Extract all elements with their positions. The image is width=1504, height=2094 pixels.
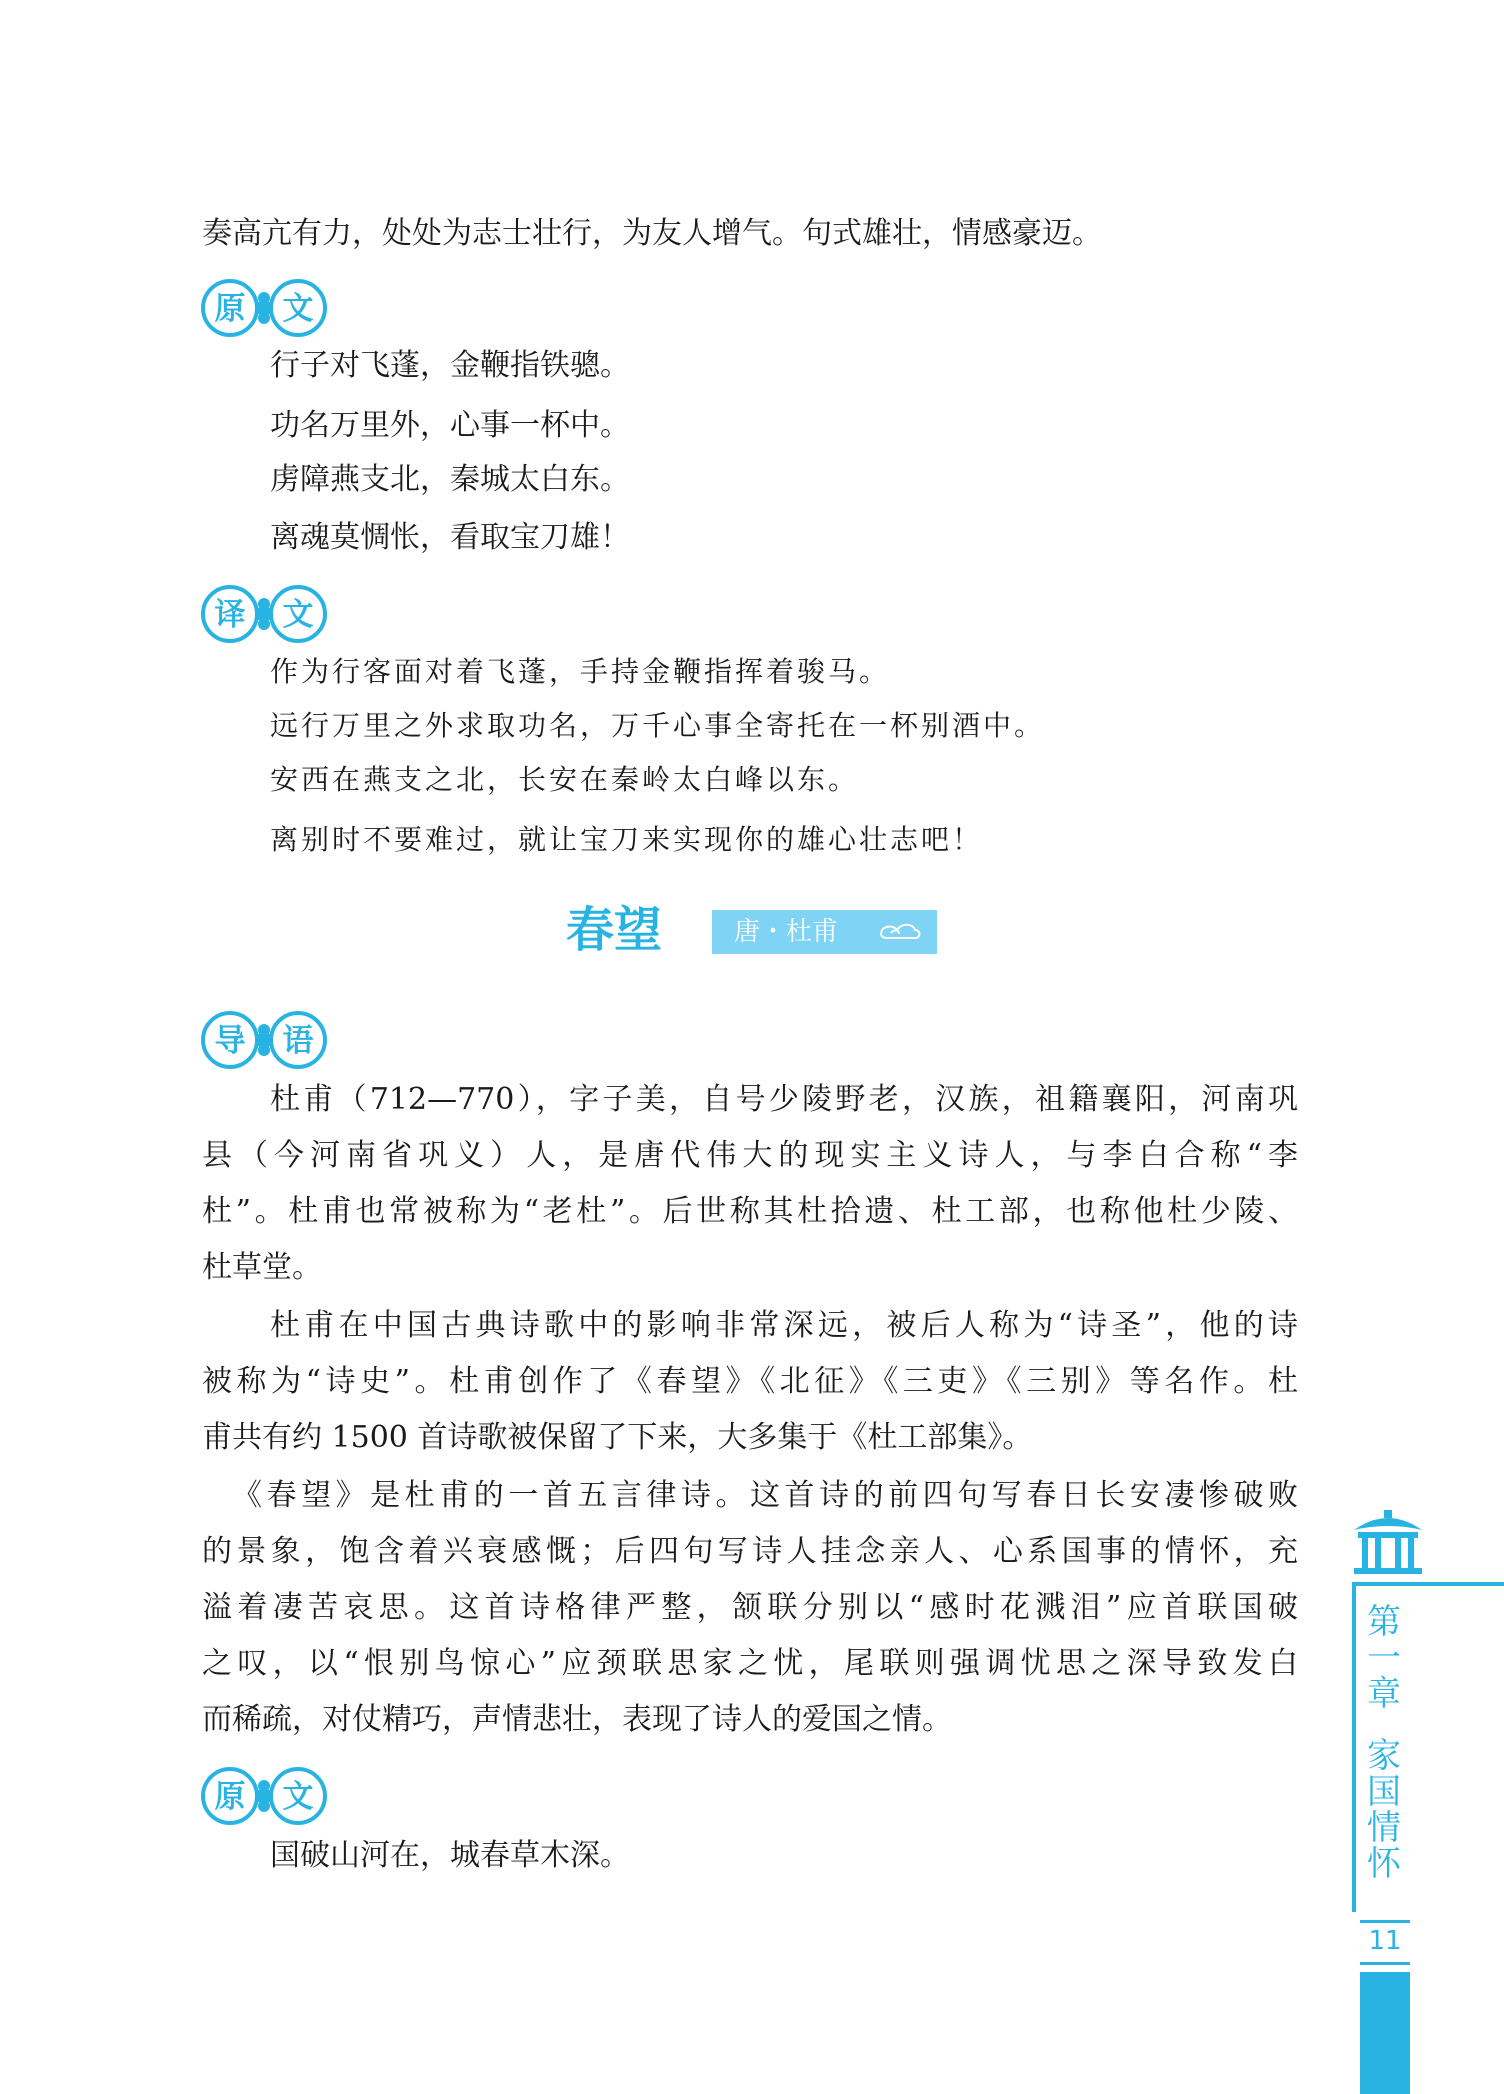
theme-char: 情 [1367, 1808, 1401, 1848]
badge-char: 文 [282, 291, 314, 327]
translation-line: 离别时不要难过，就让宝刀来实现你的雄心壮志吧！ [270, 823, 984, 856]
badge-char: 语 [282, 1023, 314, 1059]
sidebar-rule [1352, 1582, 1504, 1586]
chapter-char: 第 [1367, 1602, 1401, 1642]
theme-char: 家 [1367, 1736, 1401, 1776]
original-text-badge [200, 1766, 328, 1826]
chapter-char: 章 [1367, 1674, 1401, 1714]
guide-line: 杜草堂。 [202, 1250, 322, 1285]
guide-line: 被称为“诗史”。杜甫创作了《春望》《北征》《三吏》《三别》等名作。杜 [202, 1364, 1298, 1399]
badge-char: 文 [282, 597, 314, 633]
poem2-line: 国破山河在，城春草木深。 [270, 1838, 630, 1873]
guide-line: 溢着凄苦哀思。这首诗格律严整，颔联分别以“感时花溅泪”应首联国破 [202, 1590, 1298, 1625]
translation-line: 远行万里之外求取功名，万千心事全寄托在一杯别酒中。 [270, 709, 1046, 742]
badge-char: 文 [282, 1779, 314, 1815]
guide-line: 之叹，以“恨别鸟惊心”应颈联思家之忧，尾联则强调忧思之深导致发白 [202, 1646, 1298, 1681]
guide-line: 杜”。杜甫也常被称为“老杜”。后世称其杜拾遗、杜工部，也称他杜少陵、 [202, 1194, 1298, 1229]
guide-line: 杜甫在中国古典诗歌中的影响非常深远，被后人称为“诗圣”，他的诗 [270, 1308, 1298, 1343]
page-number-rule [1360, 1962, 1410, 1965]
badge-char: 原 [214, 291, 246, 327]
badge-char: 导 [214, 1023, 246, 1059]
guide-badge [200, 1010, 328, 1070]
chapter-char: 一 [1367, 1638, 1401, 1678]
translation-line: 安西在燕支之北，长安在秦岭太白峰以东。 [270, 763, 860, 796]
intro-tail-text: 奏高亢有力，处处为志士壮行，为友人增气。句式雄壮，情感豪迈。 [202, 216, 1102, 251]
poem1-line: 行子对飞蓬，金鞭指铁骢。 [270, 348, 630, 383]
badge-char: 原 [214, 1779, 246, 1815]
cloud-icon [877, 920, 923, 944]
theme-char: 国 [1367, 1772, 1401, 1812]
page-number-rule [1360, 1920, 1410, 1923]
translation-badge [200, 584, 328, 644]
page-tab-bar [1360, 1972, 1410, 2094]
guide-line: 而稀疏，对仗精巧，声情悲壮，表现了诗人的爱国之情。 [202, 1702, 952, 1737]
theme-char: 怀 [1367, 1844, 1401, 1884]
author-text: 唐・杜甫 [734, 917, 839, 947]
pavilion-icon [1348, 1510, 1428, 1578]
guide-line: 的景象，饱含着兴衰感慨；后四句写诗人挂念亲人、心系国事的情怀，充 [202, 1534, 1298, 1569]
translation-line: 作为行客面对着飞蓬，手持金鞭指挥着骏马。 [270, 655, 891, 688]
guide-line: 《春望》是杜甫的一首五言律诗。这首诗的前四句写春日长安凄惨破败 [232, 1478, 1298, 1513]
original-text-badge [200, 278, 328, 338]
poem-title: 春望 [566, 902, 663, 958]
guide-line: 杜甫（712—770），字子美，自号少陵野老，汉族，祖籍襄阳，河南巩 [270, 1082, 1298, 1117]
poem1-line: 功名万里外，心事一杯中。 [270, 408, 630, 443]
badge-char: 译 [214, 597, 246, 633]
poem1-line: 虏障燕支北，秦城太白东。 [270, 462, 630, 497]
poem1-line: 离魂莫惆怅，看取宝刀雄！ [270, 520, 630, 555]
guide-line: 县（今河南省巩义）人，是唐代伟大的现实主义诗人，与李白合称“李 [202, 1138, 1298, 1173]
page-number: 11 [1368, 1926, 1402, 1956]
guide-line: 甫共有约 1500 首诗歌被保留了下来，大多集于《杜工部集》。 [202, 1420, 1033, 1455]
author-label [712, 910, 937, 954]
sidebar-vertical-rule [1352, 1586, 1356, 1912]
